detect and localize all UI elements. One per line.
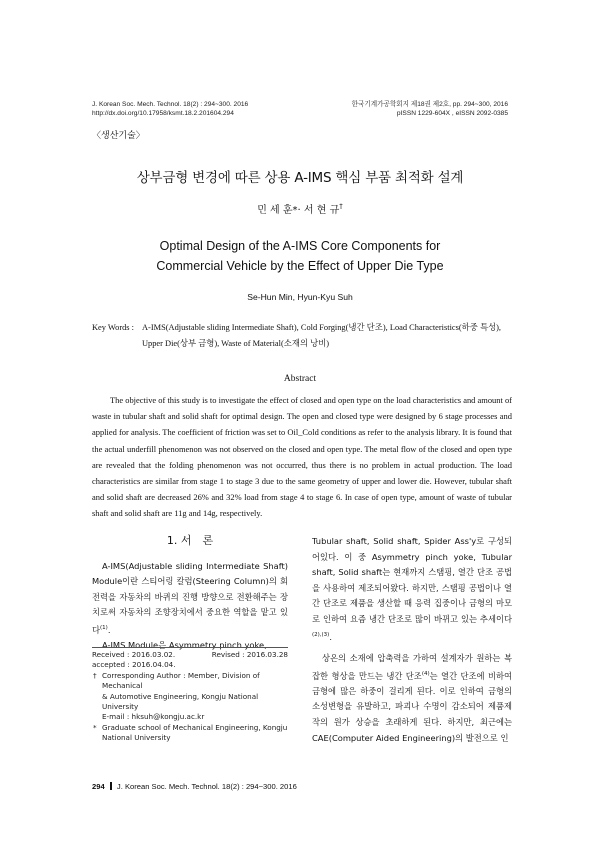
keywords-label: Key Words :	[92, 323, 134, 332]
page-number: 294	[92, 782, 105, 791]
corresponding-line-2: & Automotive Engineering, Kongju National University	[102, 691, 259, 712]
header-issn: pISSN 1229-604X , eISSN 2092-0385	[396, 110, 508, 117]
graduate-school-note	[92, 723, 292, 744]
keywords-text: A-IMS(Adjustable sliding Intermediate Shaft), Cold Forging(냉간 단조), Load Characteristics(하중 특성), Upper Die(상부 금형), Waste of Material(소재의 낭비)	[142, 323, 502, 348]
header-korean-citation: 한국기계가공학회지 제18권 제2호, pp. 294~300, 2016	[351, 101, 508, 108]
reference-2-3[interactable]: (2),(3)	[312, 631, 330, 638]
intro-paragraph-1-text: A-IMS(Adjustable sliding Intermediate Shaft) Module이란 스티어링 칼럼(Steering Column)의 회전력을 자동차의 바퀴의 진행 방향으로 전환해주는 장치로써 자동차의 조향장치에서 중요한 역할을 맡고 있다	[92, 560, 288, 635]
right-column	[312, 534, 512, 746]
right-paragraph-1-text: Tubular shaft, Solid shaft, Spider Ass'y로 구성되어있다. 이 중 Asymmetry pinch yoke, Tubular shaft, Solid shaft는 현재까지 스탬핑, 열간 단조 공법을 사용하여 제조되어왔다. 하지만, 스탬핑 공법이나 열간 단조로 제품을 생산할 때 응력 집중이나 금형의 마모로 인하여 요즘 냉간 단조로 많이 바뀌고 있는 추세이다	[312, 536, 512, 624]
right-paragraph-2	[312, 651, 512, 746]
reference-4[interactable]: (4)	[421, 670, 430, 677]
english-title-line1: Optimal Design of the A-IMS Core Components for	[159, 239, 441, 253]
journal-citation-header	[92, 100, 248, 118]
intro-paragraph-1-end: .	[107, 624, 111, 635]
right-paragraph-1-end: .	[329, 631, 332, 642]
received-date: Received : 2016.03.02.	[92, 650, 176, 659]
korean-authors	[0, 201, 600, 216]
graduate-line-2: National University	[102, 733, 171, 743]
author-email[interactable]: E-mail : hksuh@kongju.ac.kr	[102, 712, 205, 722]
footnote-rule	[92, 647, 288, 648]
corresponding-line-1: Corresponding Author : Member, Division of Mechanical	[102, 670, 260, 691]
received-revised-line	[92, 650, 292, 660]
asterisk-mark: *	[93, 722, 97, 732]
left-column	[92, 533, 288, 654]
section-tag: 〈생산기술〉	[92, 131, 145, 141]
accepted-date: accepted : 2016.04.04.	[92, 660, 176, 670]
right-paragraph-1	[312, 534, 512, 645]
intro-paragraph-1	[92, 559, 288, 639]
reference-1[interactable]: (1)	[100, 624, 108, 631]
korean-title: 상부금형 변경에 따른 상용 A-IMS 핵심 부품 최적화 설계	[136, 170, 464, 186]
abstract-heading: Abstract	[283, 374, 317, 384]
english-authors: Se-Hun Min, Hyun-Kyu Suh	[247, 292, 353, 302]
footer-citation: J. Korean Soc. Mech. Technol. 18(2) : 294~300. 2016	[116, 782, 297, 791]
dagger-mark: †	[93, 670, 97, 680]
footnotes	[92, 650, 292, 744]
abstract-text: The objective of this study is to investigate the effect of closed and open type on the load characteristics and amount of waste in tubular shaft and solid shaft for optimal design. The open and closed type were designed by 6 stage processes and applied for analysis. The coefficient of friction was set to Oil_Cold conditions as refer to the analysis library. It is found that the actual underfill phenomenon was not observed on the closed and open type. The metal flow of the closed and open type are revealed that the folding phenomenon was not occurred, thus there is no problem in actual production. The load characteristics are similar from stage 1 to stage 3 due to the same geometry of upper and lower die. However, tubular shaft and solid shaft are decreased 26% and 32% load from stage 4 to stage 6. In case of open type, amount of waste of tubular shaft and solid shaft are 11g and 14g, respectively.	[92, 395, 512, 519]
page-footer	[92, 782, 297, 791]
keywords-block	[92, 320, 512, 352]
english-title	[0, 236, 600, 276]
intro-paragraph-2: A-IMS Module은 Asymmetry pinch yoke,	[102, 640, 267, 651]
corresponding-mark: †	[339, 202, 343, 211]
english-title-line2: Commercial Vehicle by the Effect of Upper Die Type	[156, 259, 444, 273]
graduate-line-1: Graduate school of Mechanical Engineering, Kongju	[102, 722, 288, 732]
journal-issn-header	[352, 100, 508, 118]
right-paragraph-2-text-b: 는 열간 단조에 비하여 금형에 많은 하중이 걸리게 된다. 이로 인하여 금형의 소성변형을 유발하고, 파괴나 수명이 감소되어 제품제작의 원가 상승을 초래하게 된다. 하지만, 최근에는 CAE(Computer Aided Engineering)의 발전으로 인	[312, 670, 512, 743]
right-paragraph-2-text-a: 상온의 소재에 압축력을 가하여 설계자가 원하는 복잡한 형상을 만드는 냉간 단조	[312, 652, 512, 681]
korean-author-names: 민 세 훈*· 서 현 규	[257, 205, 340, 216]
header-doi-link[interactable]: http://dx.doi.org/10.17958/ksmt.18.2.201604.294	[92, 110, 234, 117]
header-citation: J. Korean Soc. Mech. Technol. 18(2) : 294~300. 2016	[92, 101, 249, 108]
footer-divider	[110, 782, 112, 790]
revised-date: Revised : 2016.03.28	[211, 650, 288, 659]
corresponding-author-note	[92, 671, 292, 723]
section-heading: 1. 서 론	[166, 534, 214, 547]
